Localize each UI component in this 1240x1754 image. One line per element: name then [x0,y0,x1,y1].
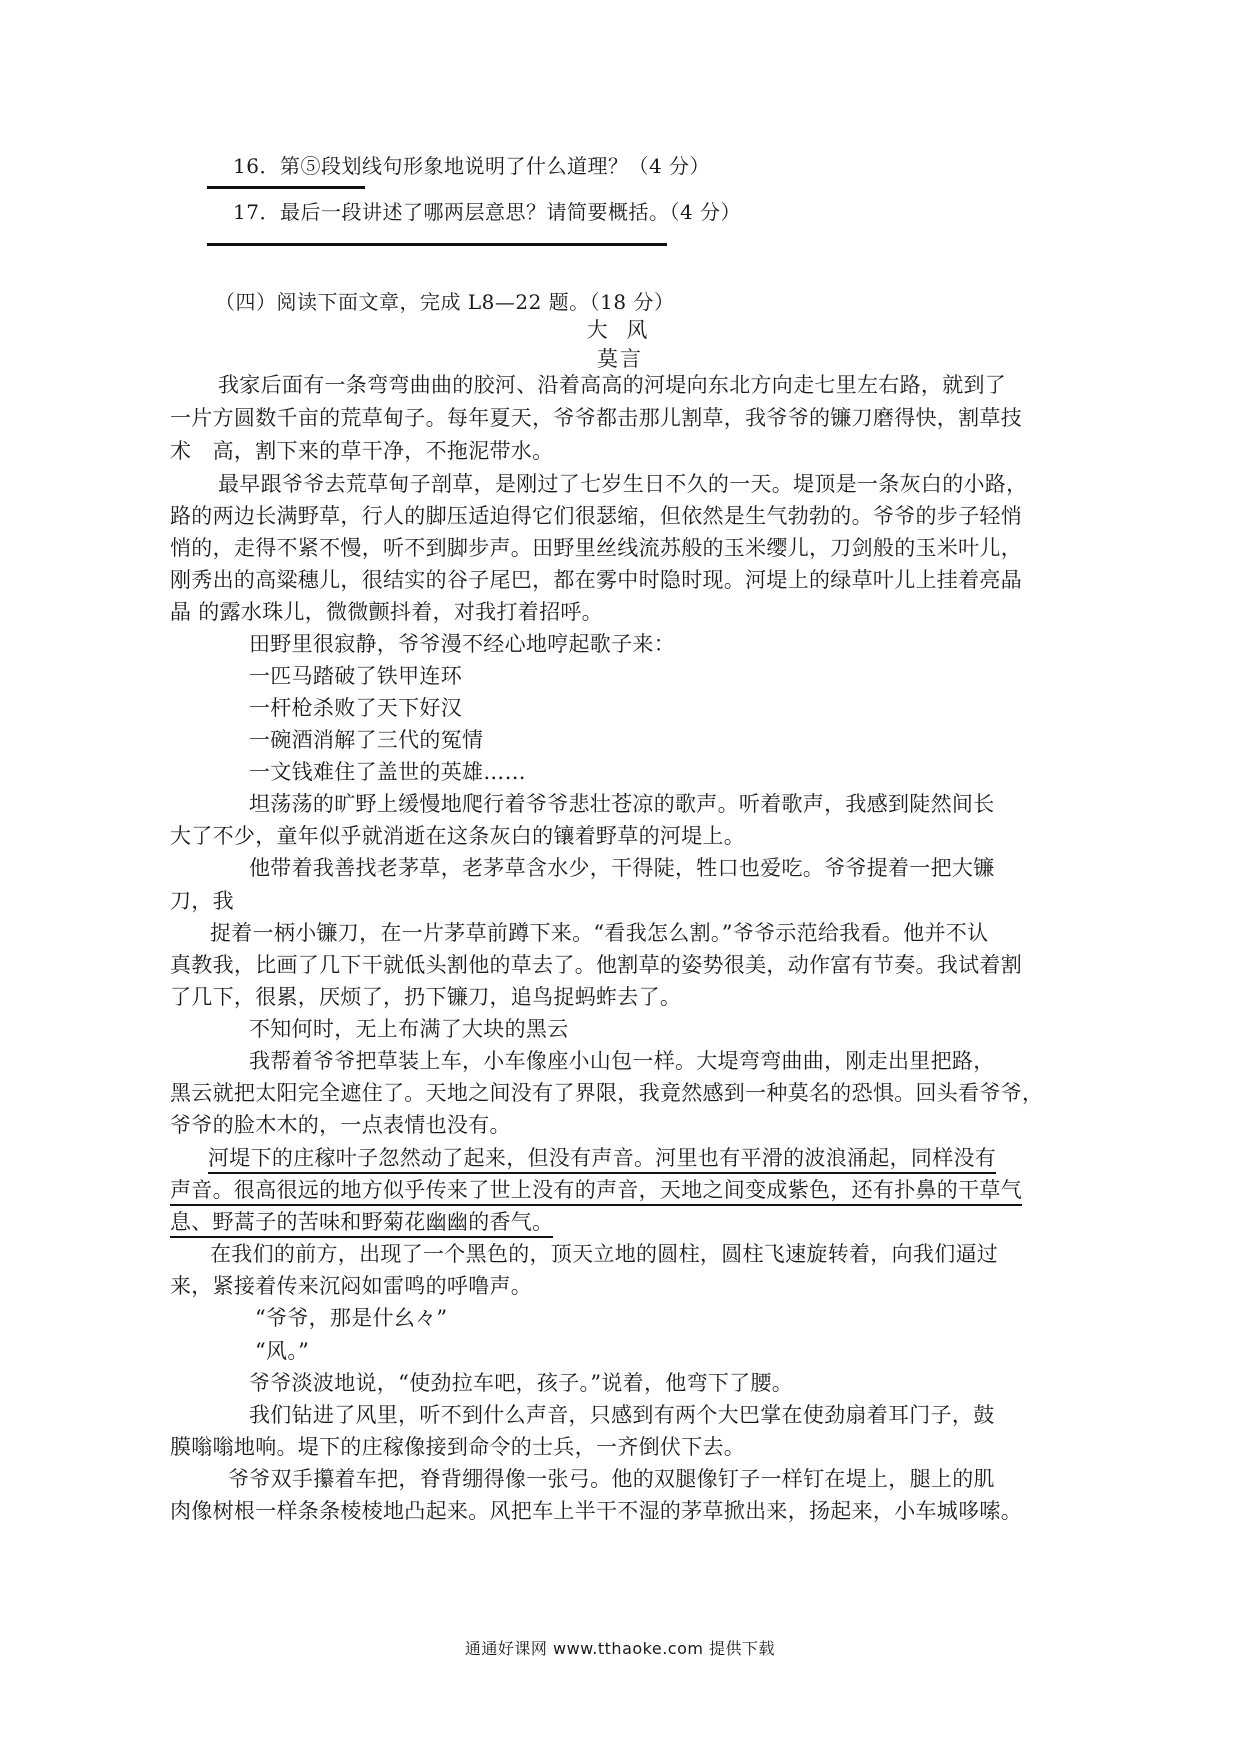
text-line: 不知何时，无上布满了大块的黑云 [249,1017,569,1041]
article-author: 莫言 [597,347,643,371]
text-line: 一碗酒消解了三代的冤情 [249,728,484,752]
text-line: “风。” [255,1339,310,1363]
text-line: 悄的，走得不紧不慢，听不到脚步声。田野里丝线流苏般的玉米缨儿，刀剑般的玉米叶儿， [170,536,1022,560]
text-line: 在我们的前方，出现了一个黑色的，顶天立地的圆柱，圆柱飞速旋转着，向我们逼过 [210,1242,999,1266]
underlined-text-line: 声音。很高很远的地方似乎传来了世上没有的声音，天地之间变成紫色，还有扑鼻的干草气 [170,1176,1022,1206]
text-line: 来，紧接着传来沉闷如雷鸣的呼噜声。 [170,1274,533,1298]
text-line: 他带着我善找老茅草，老茅草含水少，干得陡，牲口也爱吃。爷爷提着一把大镰 [249,856,995,880]
text-line: 我帮着爷爷把草装上车，小车像座小山包一样。大堤弯弯曲曲，刚走出里把路， [249,1049,995,1073]
text-line: 刀，我 [170,889,234,913]
text-line: 一文钱难住了盖世的英雄…… [249,760,526,784]
answer-line-16 [207,186,365,189]
text-line: 刚秀出的高粱穗儿，很结实的谷子尾巴，都在雾中时隐时现。河堤上的绿草叶儿上挂着亮晶 [170,568,1022,592]
underlined-text-line: 息、野蒿子的苦味和野菊花幽幽的香气。 [170,1208,553,1238]
text-line: 术 高，割下来的草干净，不拖泥带水。 [170,439,554,463]
text-line: 我们钻进了风里，听不到什么声音，只感到有两个大巴掌在使劲扇着耳门子，鼓 [249,1403,995,1427]
text-line: “爷爷，那是什幺々” [255,1306,448,1330]
page-footer: 通通好课网 www.tthaoke.com 提供下载 [464,1639,776,1658]
text-line: 路的两边长满野草，行人的脚压适迫得它们很瑟缩，但依然是生气勃勃的。爷爷的步子轻悄 [170,504,1022,528]
text-line: 一匹马踏破了铁甲连环 [249,664,462,688]
text-line: 大了不少，童年似乎就消逝在这条灰白的镶着野草的河堤上。 [170,824,746,848]
text-line: 黑云就把太阳完全遮住了。天地之间没有了界限，我竟然感到一种莫名的恐惧。回头看爷爷， [170,1081,1044,1105]
text-line: 捉着一柄小镰刀，在一片茅草前蹲下来。“看我怎么割。”爷爷示范给我看。他并不认 [210,921,989,945]
text-line: 爷爷淡波地说，“使劲拉车吧，孩子。”说着，他弯下了腰。 [249,1371,794,1395]
text-line: 爷爷的脸木木的，一点表情也没有。 [170,1113,511,1137]
text-line: 坦荡荡的旷野上缓慢地爬行着爷爷悲壮苍凉的歌声。听着歌声，我感到陡然间长 [249,792,995,816]
section-header: （四）阅读下面文章，完成 L8—22 题。（18 分） [215,290,675,314]
article-title: 大 风 [586,318,654,342]
text-line: 一杆枪杀败了天下好汉 [249,696,462,720]
text-line: 膜嗡嗡地响。堤下的庄稼像接到命令的士兵，一齐倒伏下去。 [170,1435,746,1459]
answer-line-17 [207,243,667,246]
text-line: 了几下，很累，厌烦了，扔下镰刀，追鸟捉蚂蚱去了。 [170,985,682,1009]
text-line: 真教我，比画了几下干就低头割他的草去了。他割草的姿势很美，动作富有节奏。我试着割 [170,953,1022,977]
underlined-text-line: 河堤下的庄稼叶子忽然动了起来，但没有声音。河里也有平滑的波浪涌起，同样没有 [208,1144,996,1174]
text-line: 爷爷双手攥着车把，脊背绷得像一张弓。他的双腿像钉子一样钉在堤上，腿上的肌 [228,1467,995,1491]
text-line: 肉像树根一样条条棱棱地凸起来。风把车上半干不湿的茅草掀出来，扬起来，小车城哆嗦。 [170,1499,1022,1523]
text-line: 晶 的露水珠儿，微微颤抖着，对我打着招呼。 [170,600,603,624]
text-line: 一片方圆数千亩的荒草甸子。每年夏天，爷爷都击那儿割草，我爷爷的镰刀磨得快，割草技 [170,406,1022,430]
text-line: 我家后面有一条弯弯曲曲的胶河、沿着高高的河堤向东北方向走七里左右路，就到了 [218,373,1007,397]
question-16: 16．第⑤段划线句形象地说明了什么道理？（4 分） [233,154,711,178]
question-17: 17．最后一段讲述了哪两层意思？请简要概括。（4 分） [233,200,742,224]
text-line: 田野里很寂静，爷爷漫不经心地哼起歌子来： [249,632,675,656]
text-line: 最早跟爷爷去荒草甸子剖草，是刚过了七岁生日不久的一天。堤顶是一条灰白的小路， [218,472,1028,496]
